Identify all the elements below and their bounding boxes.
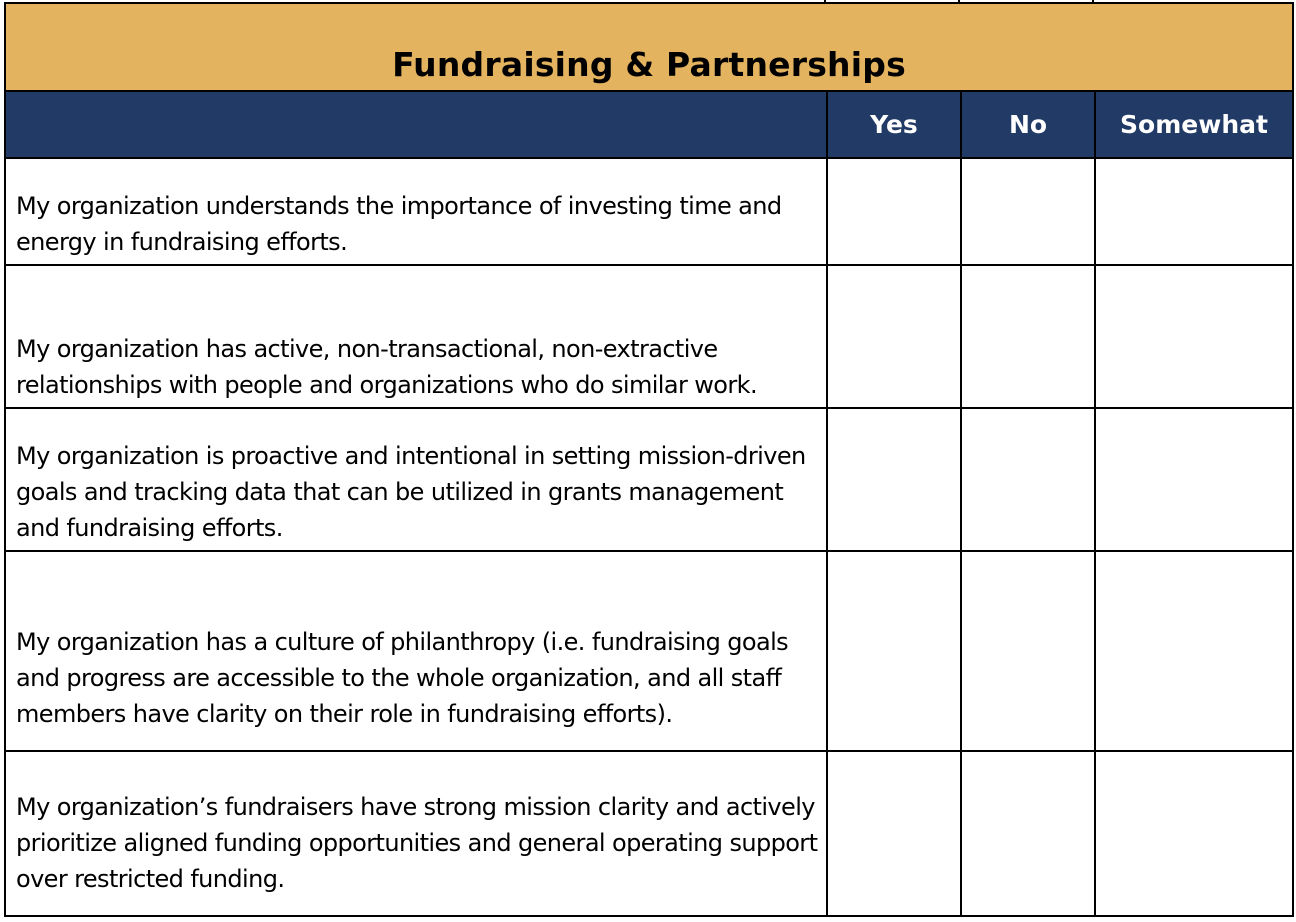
table-row bbox=[4, 752, 1294, 917]
header-somewhat: Somewhat bbox=[1094, 92, 1292, 157]
answer-yes-cell[interactable] bbox=[826, 266, 960, 407]
answer-somewhat-cell[interactable] bbox=[1094, 266, 1292, 407]
answer-no-cell[interactable] bbox=[960, 159, 1094, 264]
answer-yes-cell[interactable] bbox=[826, 409, 960, 550]
question-text: My organization has active, non-transactional, non-extractive relationships with people and organizations who do similar work. bbox=[16, 335, 757, 399]
answer-yes-cell[interactable] bbox=[826, 552, 960, 750]
answer-yes-cell[interactable] bbox=[826, 159, 960, 264]
section-title-bar bbox=[4, 4, 1294, 90]
answer-no-cell[interactable] bbox=[960, 266, 1094, 407]
question-cell bbox=[6, 159, 828, 264]
answer-yes-cell[interactable] bbox=[826, 752, 960, 915]
section-title: Fundraising & Partnerships bbox=[392, 45, 906, 84]
header-yes: Yes bbox=[826, 92, 960, 157]
header-no: No bbox=[960, 92, 1094, 157]
question-text: My organization’s fundraisers have strong mission clarity and actively prioritize aligned funding opportunities and general operating support over restricted funding. bbox=[16, 793, 818, 893]
answer-somewhat-cell[interactable] bbox=[1094, 409, 1292, 550]
question-cell bbox=[6, 552, 828, 750]
table-row bbox=[4, 409, 1294, 552]
question-text: My organization has a culture of philanthropy (i.e. fundraising goals and progress are accessible to the whole organization, and all staff members have clarity on their role in fundraising efforts). bbox=[16, 628, 789, 728]
question-text: My organization understands the importance of investing time and energy in fundraising efforts. bbox=[16, 192, 782, 256]
answer-no-cell[interactable] bbox=[960, 752, 1094, 915]
answer-no-cell[interactable] bbox=[960, 409, 1094, 550]
question-cell bbox=[6, 752, 828, 915]
table-row bbox=[4, 159, 1294, 266]
question-cell bbox=[6, 266, 828, 407]
question-cell bbox=[6, 409, 828, 550]
table-row bbox=[4, 552, 1294, 752]
answer-somewhat-cell[interactable] bbox=[1094, 752, 1292, 915]
answer-somewhat-cell[interactable] bbox=[1094, 552, 1292, 750]
table-row bbox=[4, 266, 1294, 409]
answer-somewhat-cell[interactable] bbox=[1094, 159, 1292, 264]
question-text: My organization is proactive and intentional in setting mission-driven goals and tracking data that can be utilized in grants management and fundraising efforts. bbox=[16, 442, 806, 542]
header-question bbox=[4, 92, 826, 157]
table-header-row bbox=[4, 90, 1294, 159]
answer-no-cell[interactable] bbox=[960, 552, 1094, 750]
